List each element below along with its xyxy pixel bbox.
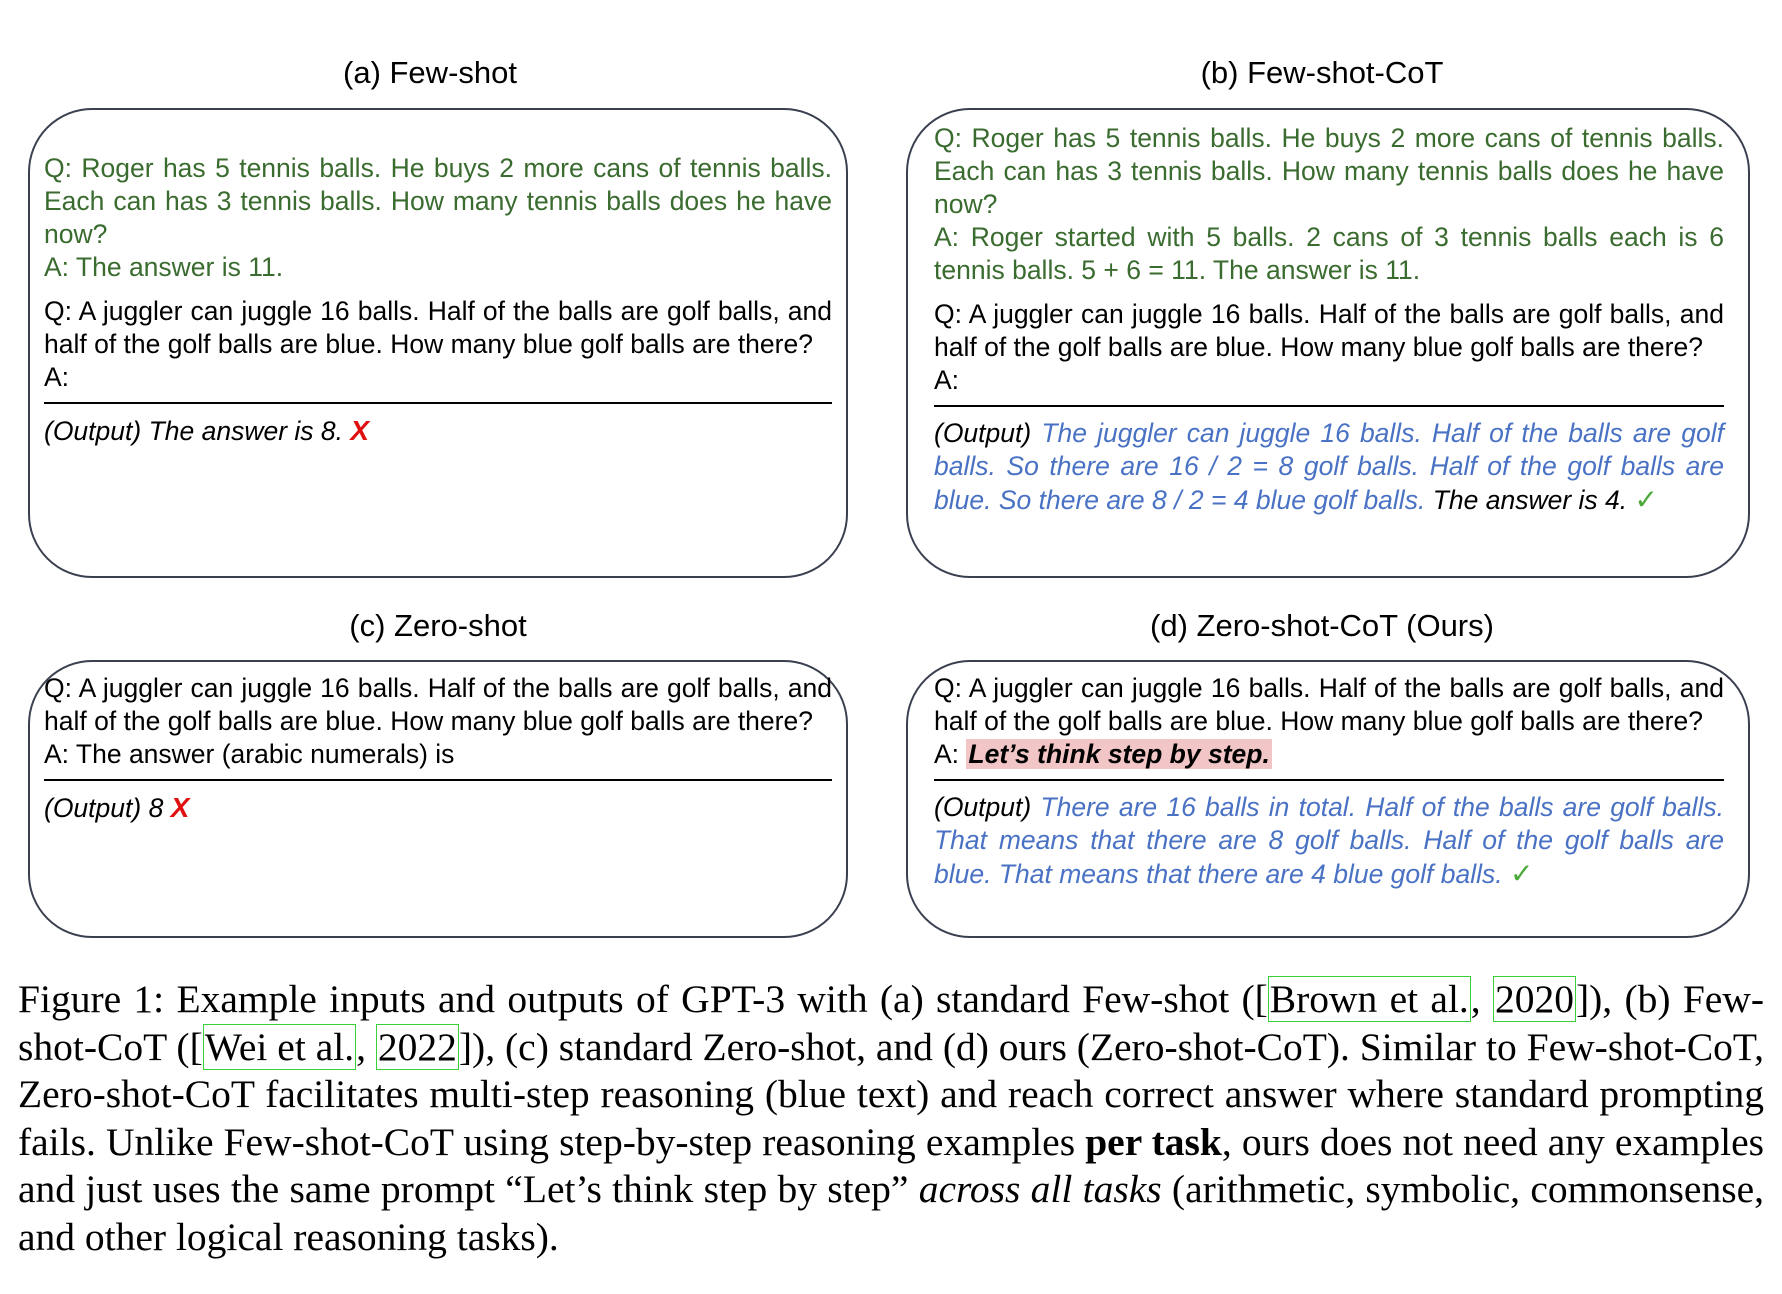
panel-b-example	[934, 122, 1724, 287]
caption-sep: ,	[356, 1024, 376, 1069]
caption-text: ]), (b) Few-shot-CoT ([	[18, 977, 1765, 1069]
cot-trigger-highlight: Let’s think step by step.	[968, 739, 1270, 769]
test-question: Q: A juggler can juggle 16 balls. Half of the balls are golf balls, and half of the golf balls are blue. How many blue golf balls are there?	[934, 299, 1724, 362]
answer-prompt: A:	[934, 365, 960, 395]
example-answer: A: The answer is 11.	[44, 252, 284, 282]
panel-b-few-shot-cot	[906, 108, 1750, 578]
test-question: Q: A juggler can juggle 16 balls. Half of the balls are golf balls, and half of the golf balls are blue. How many blue golf balls are there?	[934, 673, 1724, 736]
caption-text: ]), (c) standard Zero-shot, and (d) ours (Zero-shot-CoT). Similar to Few-shot-CoT, Zero-shot-CoT facilitates multi-step reasoning (blue text) and reach correct answer where standard prompting fails. Unlike Few-shot-CoT using step-by-step reasoning examples	[18, 1024, 1765, 1164]
caption-text: Figure 1: Example inputs and outputs of GPT-3 with (a) standard Few-shot ([	[18, 977, 1268, 1021]
output-reasoning: The juggler can juggle 16 balls. Half of the balls are golf balls. So there are 16 / 2 = 8 golf balls. Half of the golf balls are blue. So there are 8 / 2 = 4 blue golf balls.	[934, 418, 1724, 515]
panel-d-title: (d) Zero-shot-CoT (Ours)	[1150, 608, 1494, 643]
divider	[44, 402, 832, 404]
model-output	[934, 791, 1724, 891]
check-mark-icon: ✓	[1634, 484, 1658, 515]
answer-prompt: A:	[44, 362, 70, 392]
example-question: Q: Roger has 5 tennis balls. He buys 2 more cans of tennis balls. Each can has 3 tennis balls. How many tennis balls does he have now?	[44, 153, 832, 249]
wrong-mark-icon: X	[350, 415, 370, 446]
model-output	[44, 414, 832, 448]
caption-emphasis-bold: per task	[1085, 1119, 1222, 1164]
example-question: Q: Roger has 5 tennis balls. He buys 2 more cans of tennis balls. Each can has 3 tennis balls. How many tennis balls does he have now?	[934, 123, 1724, 219]
caption-text: (arithmetic, symbolic, commonsense, and other logical reasoning tasks).	[18, 1167, 1764, 1259]
panel-a-few-shot	[28, 108, 848, 578]
wrong-mark-icon: X	[170, 792, 190, 823]
output-text: 8	[148, 793, 164, 823]
output-reasoning: There are 16 balls in total. Half of the balls are golf balls. That means that there are 8 golf balls. Half of the golf balls are blue. That means that there are 4 blue golf balls.	[934, 792, 1724, 889]
output-label: (Output)	[44, 416, 142, 446]
panel-b-title: (b) Few-shot-CoT	[1200, 55, 1444, 90]
output-text: The answer is 8.	[148, 416, 343, 446]
panel-c-zero-shot	[28, 660, 848, 938]
panel-a-title: (a) Few-shot	[343, 55, 517, 90]
check-mark-icon: ✓	[1510, 858, 1534, 889]
citation-link-brown[interactable]: Brown et al.	[1269, 977, 1469, 1021]
caption-sep: ,	[1470, 977, 1493, 1021]
test-question: Q: A juggler can juggle 16 balls. Half of the balls are golf balls, and half of the golf balls are blue. How many blue golf balls are there?	[44, 296, 832, 359]
output-answer: The answer is 4.	[1432, 485, 1628, 515]
citation-link-wei-year[interactable]: 2022	[377, 1024, 457, 1069]
figure-caption	[18, 976, 1764, 1261]
divider	[44, 779, 832, 781]
divider	[934, 405, 1724, 407]
test-question: Q: A juggler can juggle 16 balls. Half of the balls are golf balls, and half of the golf balls are blue. How many blue golf balls are there?	[44, 673, 832, 736]
answer-prompt: A:	[934, 739, 960, 769]
model-output	[934, 417, 1724, 517]
panel-a-example	[44, 152, 832, 284]
output-label: (Output)	[44, 793, 142, 823]
divider	[934, 779, 1724, 781]
caption-emphasis-italic: across all tasks	[918, 1167, 1162, 1211]
citation-link-brown-year[interactable]: 2020	[1494, 977, 1574, 1021]
panel-d-zero-shot-cot	[906, 660, 1750, 938]
example-answer: A: Roger started with 5 balls. 2 cans of 3 tennis balls each is 6 tennis balls. 5 + 6 = 11. The answer is 11.	[934, 222, 1724, 285]
answer-prompt-line	[934, 738, 1724, 771]
output-label: (Output)	[934, 792, 1032, 822]
caption-text: , ours does not need any examples and just uses the same prompt “Let’s think step by step”	[18, 1119, 1765, 1211]
model-output	[44, 791, 832, 825]
output-label: (Output)	[934, 418, 1032, 448]
citation-link-wei[interactable]: Wei et al.	[204, 1024, 355, 1069]
panel-c-title: (c) Zero-shot	[349, 608, 527, 643]
answer-prompt: A: The answer (arabic numerals) is	[44, 739, 455, 769]
